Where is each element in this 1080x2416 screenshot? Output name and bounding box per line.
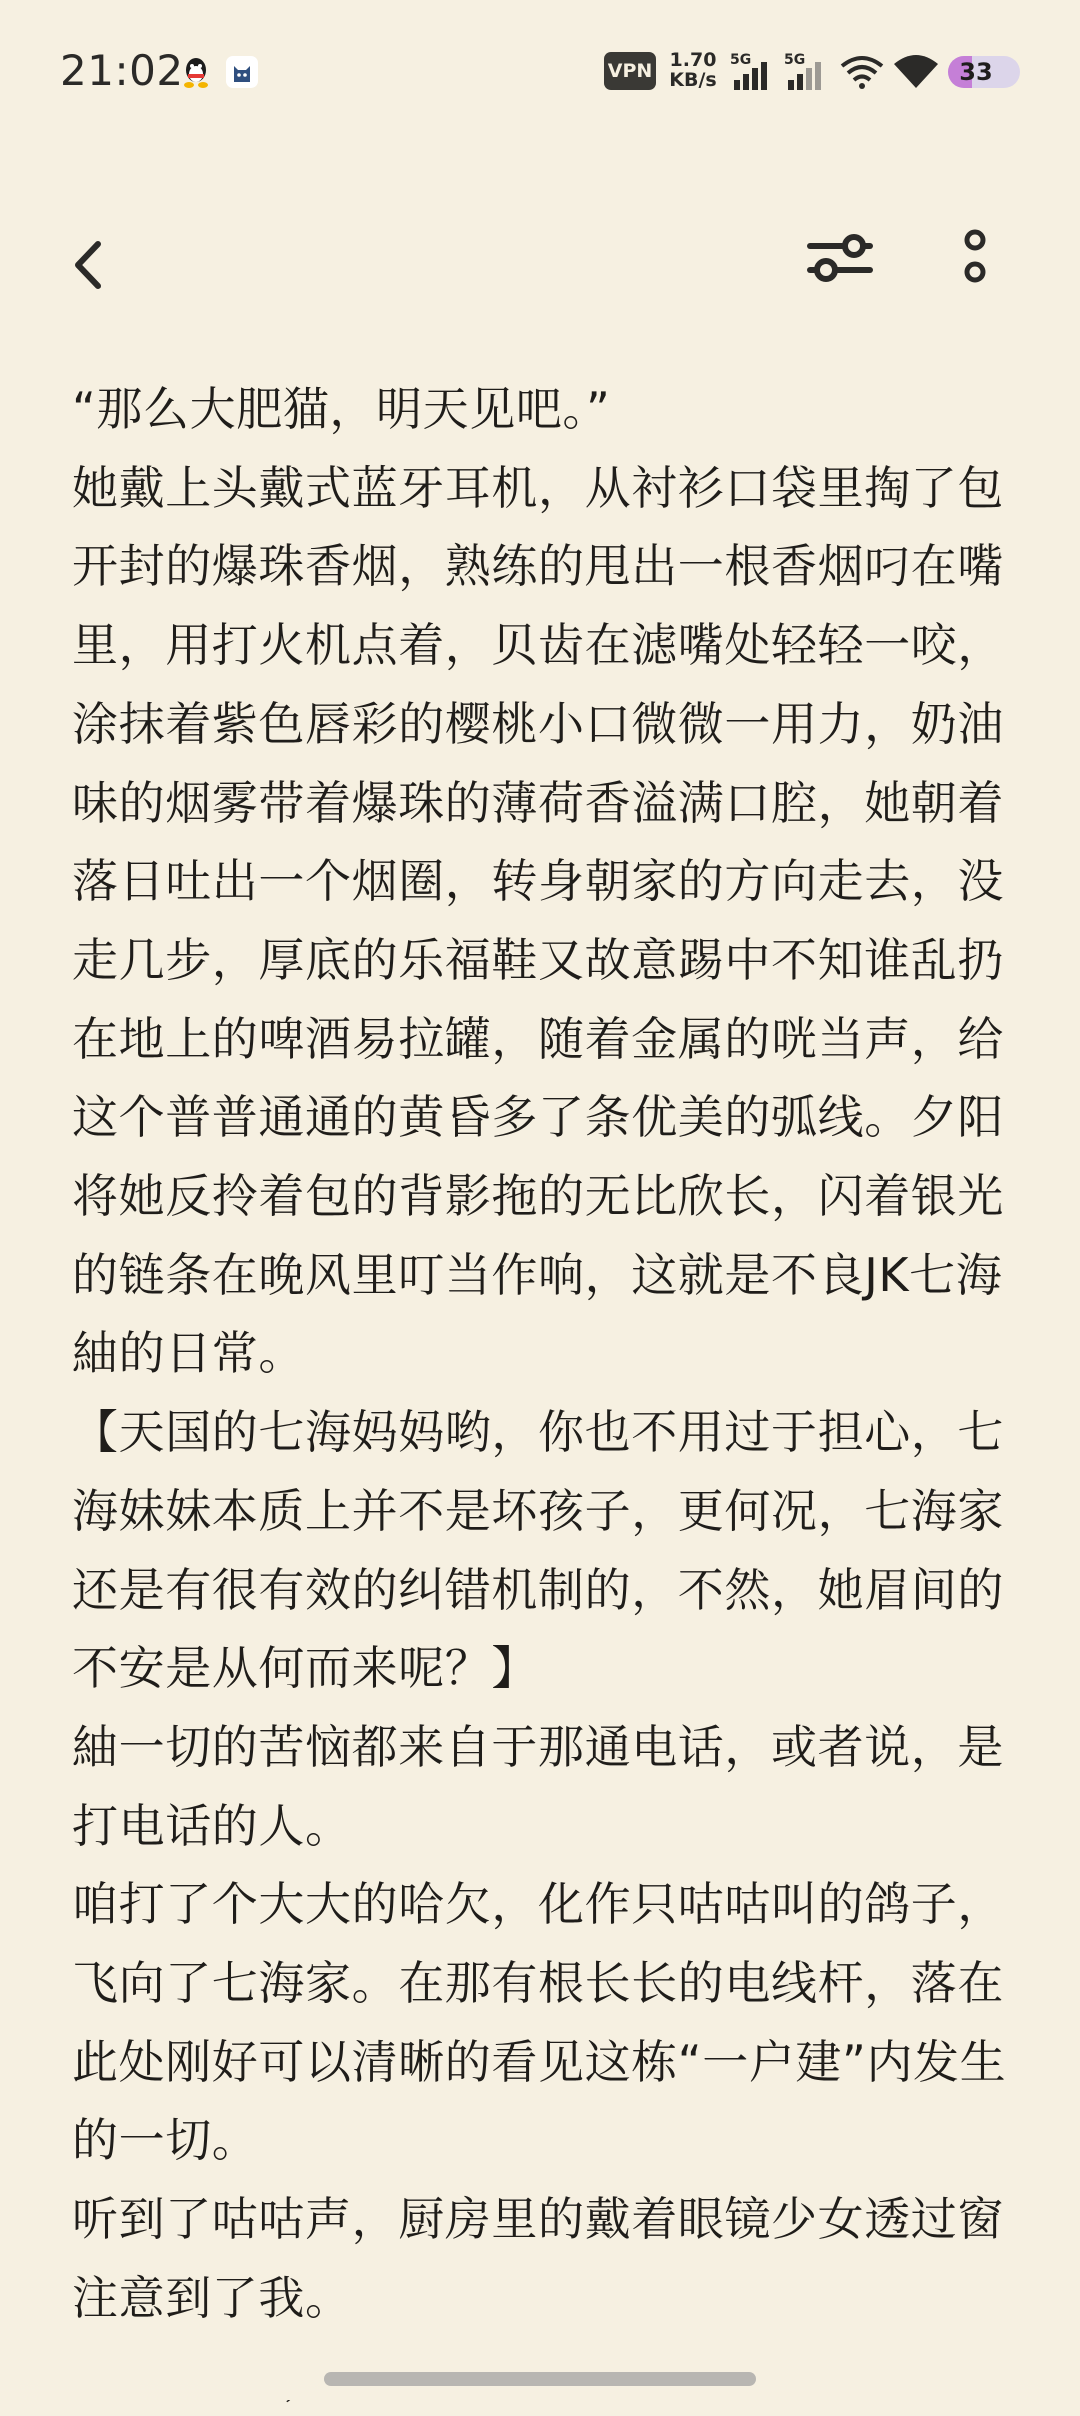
signal-1-label: 5G <box>730 52 752 68</box>
signal-2-label: 5G <box>784 52 806 68</box>
wifi-icon <box>892 52 940 92</box>
wifi-6-icon <box>838 52 886 92</box>
paragraph: 听到了咕咕声，厨房里的戴着眼镜少女透过窗注意到了我。 <box>72 2192 1004 2325</box>
more-options-button[interactable] <box>950 218 1000 298</box>
paragraph: 【天国的七海妈妈哟，你也不用过于担心，七海妹妹本质上并不是坏孩子，更何况，七海家还是有很有效的纠错机制的，不然，她眉间的不安是从何而来呢？】 <box>72 1405 1004 1696</box>
network-speed-value: 1.70 <box>669 49 717 71</box>
more-vertical-icon <box>950 218 1000 298</box>
battery-indicator <box>948 56 1020 88</box>
paragraph: 咱打了个大大的哈欠，化作只咕咕叫的鸽子，飞向了七海家。在那有根长长的电线杆，落在此处刚好可以清晰的看见这栋“一户建”内发生的一切。 <box>72 1877 1007 2168</box>
sliders-icon <box>800 218 880 298</box>
network-speed <box>668 50 718 90</box>
cell-signal-2-icon <box>784 52 828 92</box>
battery-level: 33 <box>959 58 993 86</box>
paragraph: “那么大肥猫，明天见吧。” <box>72 382 611 436</box>
chapter-content[interactable] <box>72 370 1032 2345</box>
cat-app-icon <box>224 54 260 90</box>
paragraph: 紬一切的苦恼都来自于那通电话，或者说，是打电话的人。 <box>72 1719 1004 1853</box>
paragraph: 她戴上头戴式蓝牙耳机，从衬衫口袋里掏了包开封的爆珠香烟，熟练的甩出一根香烟叼在嘴里，用打火机点着，贝齿在滤嘴处轻轻一咬，涂抹着紫色唇彩的樱桃小口微微一用力，奶油味的烟雾带着爆珠的薄荷香溢满口腔，她朝着落日吐出一个烟圈，转身朝家的方向走去，没走几步，厚底的乐福鞋又故意踢中不知谁乱扔在地上的啤酒易拉罐，随着金属的咣当声，给这个普普通通的黄昏多了条优美的弧线。夕阳将她反拎着包的背影拖的无比欣长，闪着银光的链条在晚风里叮当作响，这就是不良JK七海紬的日常。 <box>72 460 1004 1381</box>
reading-settings-button[interactable] <box>800 218 880 298</box>
network-speed-unit: KB/s <box>669 69 717 91</box>
home-indicator[interactable] <box>324 2372 756 2386</box>
status-time: 21:02 <box>60 46 184 95</box>
reader-toolbar <box>0 190 1080 320</box>
status-bar <box>0 0 1080 140</box>
qq-icon <box>178 54 214 90</box>
cell-signal-1-icon <box>730 52 774 92</box>
vpn-badge: VPN <box>604 52 656 90</box>
chevron-left-icon <box>60 230 120 300</box>
back-button[interactable] <box>60 230 120 300</box>
